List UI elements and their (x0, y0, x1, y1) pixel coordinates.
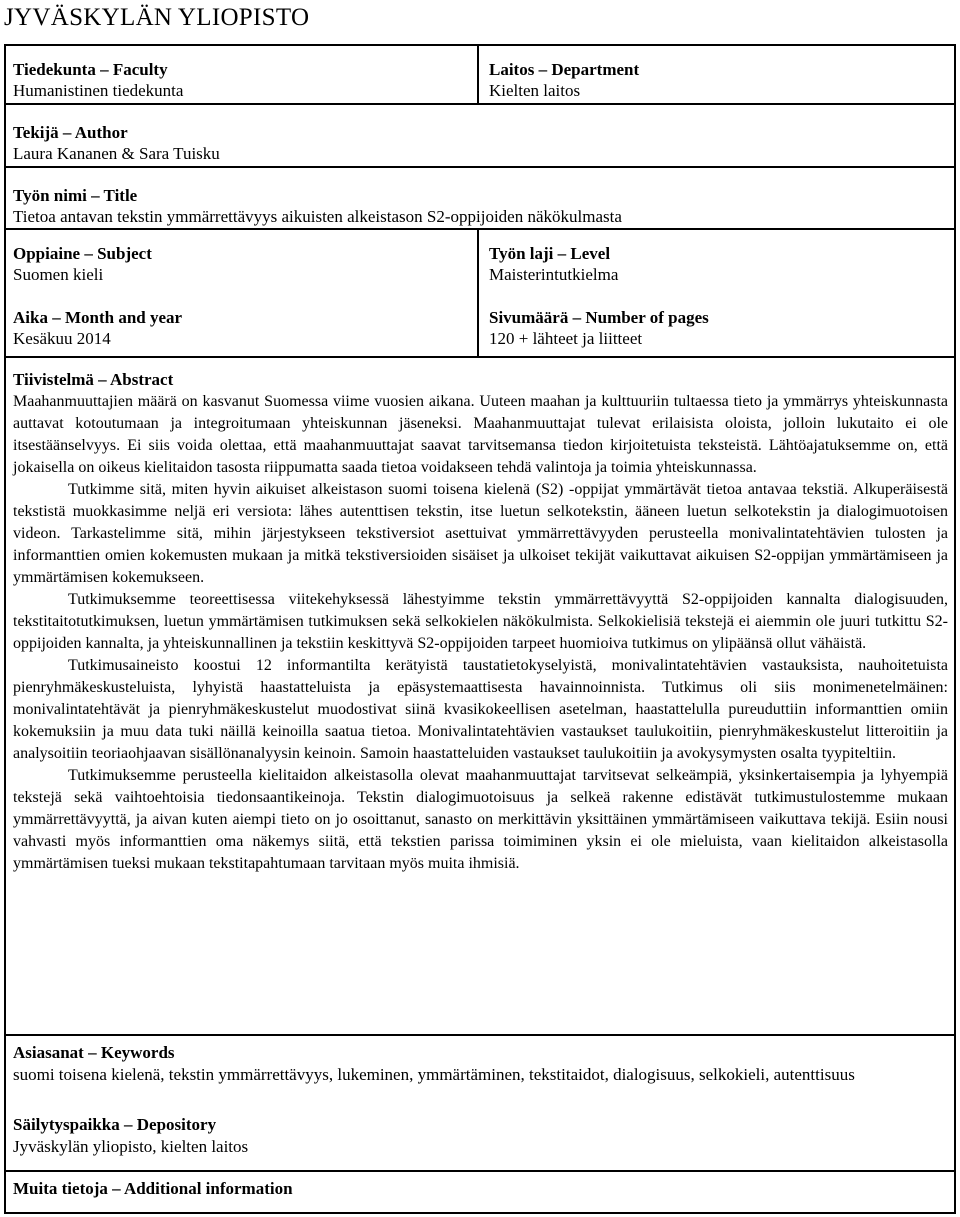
keywords-value: suomi toisena kielenä, tekstin ymmärrettävyys, lukeminen, ymmärtäminen, tekstitaidot, dialogisuus, selkokieli, autenttisuus (13, 1065, 855, 1084)
title-value: Tietoa antavan tekstin ymmärrettävyys aikuisten alkeistason S2-oppijoiden näkökulmasta (13, 207, 622, 226)
pages-cell (489, 307, 709, 349)
abstract-section (13, 369, 948, 875)
abstract-paragraph: Tutkimusaineisto koostui 12 informantilta kerätyistä taustatietokyselyistä, monivalintatehtävien vastauksista, nauhoitetuista pienryhmäkeskusteluista, lyhyistä haastatteluista ja epäsystemaattisesta havainnoinnista. Tutkimus oli siis monimenetelmäinen: monivalintatehtävät ja pienryhmäkeskustelut muodostivat siinä kvasikokeellisen asetelman, haastattelulla pureuduttiin informanttien omiin kokemuksiin ja muu data tuki näillä keinoilla saatua tietoa. Monivalintatehtävien vastaukset taulukoitiin, pienryhmäkeskustelut litteroitiin ja analysoitiin teoriaohjaavan sisällönanalyysin keinoin. Samoin haastatteluiden vastaukset taulukoitiin ja avokysymysten osalta tyypiteltiin. (13, 657, 948, 762)
month-year-cell (13, 307, 182, 349)
pages-label: Sivumäärä – Number of pages (489, 308, 709, 327)
abstract-paragraph: Tutkimme sitä, miten hyvin aikuiset alkeistason suomi toisena kielenä (S2) -oppijat ymmärtävät tietoa antavaa tekstiä. Alkuperäisestä tekstistä muokkasimme neljä eri versiota: lähes autenttisen tekstin, itse luetun selkotekstin, ääneen luetun selkotekstin ja dialogimuotoisen videon. Tarkastelimme sitä, mihin järjestykseen tekstiversiot asettuivat ymmärrettävyyden perusteella monivalintatehtävien tulosten ja informanttien omien kokemusten mukaan ja mitkä tekstiversioiden sisäiset ja ulkoiset tekijät vaikuttavat aikuisen S2-oppijan ymmärtämiseen ja ymmärtämisen kokemukseen. (13, 481, 948, 586)
level-cell (489, 243, 618, 285)
subject-label: Oppiaine – Subject (13, 244, 152, 263)
author-cell (13, 122, 220, 164)
author-value: Laura Kananen & Sara Tuisku (13, 144, 220, 163)
depository-cell (13, 1114, 948, 1158)
divider (6, 1034, 954, 1036)
depository-label: Säilytyspaikka – Depository (13, 1115, 217, 1134)
faculty-value: Humanistinen tiedekunta (13, 81, 184, 100)
abstract-form (4, 44, 956, 1214)
additional-info-cell (13, 1178, 948, 1200)
divider (6, 166, 954, 168)
abstract-paragraph: Tutkimuksemme teoreettisessa viitekehyksessä lähestyimme tekstin ymmärrettävyyttä S2-oppijoiden kannalta dialogisuuden, tekstitaitotutkimuksen, luetun ymmärtämisen tutkimuksen sekä selkokielen näkökulmista. Selkokielisiä tekstejä ei aiemmin ole juuri tutkittu S2-oppijoiden kannalta, ja yhteiskunnallinen ja tekstiin keskittyvä S2-oppijoiden tarpeet huomioiva tutkimus on ylipäänsä ollut vähäistä. (13, 591, 948, 652)
subject-value: Suomen kieli (13, 265, 104, 284)
keywords-label: Asiasanat – Keywords (13, 1043, 175, 1062)
title-label: Työn nimi – Title (13, 186, 138, 205)
keywords-cell (13, 1042, 948, 1086)
abstract-paragraph: Maahanmuuttajien määrä on kasvanut Suomessa viime vuosien aikana. Uuteen maahan ja kulttuuriin tultaessa tieto ja ymmärrys yhteiskunnasta auttavat kotoutumaan ja integroitumaan yhteiskunnan jäseneksi. Maahanmuuttajat tulevat erilaisista oloista, jolloin lukutaito ei ole itsestäänselvyys. Ei siis voida olettaa, että maahanmuuttajat saavat tarvitsemansa tiedon kirjoitetuista teksteistä. Lähtöajatuksemme on, että jokaisella on oikeus kielitaidon tasosta riippumatta saada tietoa voidakseen tehdä valintoja ja toimia yhteiskunnassa. (13, 393, 948, 476)
additional-info-label: Muita tietoja – Additional information (13, 1179, 293, 1198)
month-year-value: Kesäkuu 2014 (13, 329, 111, 348)
pages-value: 120 + lähteet ja liitteet (489, 329, 643, 348)
department-label: Laitos – Department (489, 60, 640, 79)
divider (6, 1170, 954, 1172)
abstract-paragraph: Tutkimuksemme perusteella kielitaidon alkeistasolla olevat maahanmuuttajat tarvitsevat selkeämpiä, yksinkertaisempia ja lyhyempiä tekstejä sekä vaihtoehtoisia tiedonsaantikeinoja. Tekstin dialogimuotoisuus ja selkeä rakenne edistävät tutkimustulostemme mukaan ymmärrettävyyttä, ja aivan kuten aiempi tieto on jo osoittanut, sanasto on merkittävin yksittäinen ymmärtämiseen vaikuttava tekijä. Esiin nousi vahvasti myös informanttien oma näkemys siitä, että tekstien parissa toimiminen yksin ei ole mieluista, vaan kielitaidon alkeistasolla ymmärtämisen tueksi mukaan tekstitapahtumaan tarvitaan myös muita ihmisiä. (13, 767, 948, 872)
month-year-label: Aika – Month and year (13, 308, 183, 327)
divider (477, 228, 479, 356)
author-label: Tekijä – Author (13, 123, 128, 142)
divider (6, 356, 954, 358)
university-name: JYVÄSKYLÄN YLIOPISTO (4, 4, 310, 31)
title-cell (13, 185, 622, 227)
subject-cell (13, 243, 152, 285)
level-label: Työn laji – Level (489, 244, 611, 263)
divider (6, 103, 954, 105)
faculty-cell (13, 59, 183, 101)
depository-value: Jyväskylän yliopisto, kielten laitos (13, 1137, 249, 1156)
divider (6, 228, 954, 230)
level-value: Maisterintutkielma (489, 265, 619, 284)
abstract-label: Tiivistelmä – Abstract (13, 370, 174, 389)
department-cell (489, 59, 639, 101)
department-value: Kielten laitos (489, 81, 581, 100)
divider (477, 46, 479, 103)
faculty-label: Tiedekunta – Faculty (13, 60, 168, 79)
